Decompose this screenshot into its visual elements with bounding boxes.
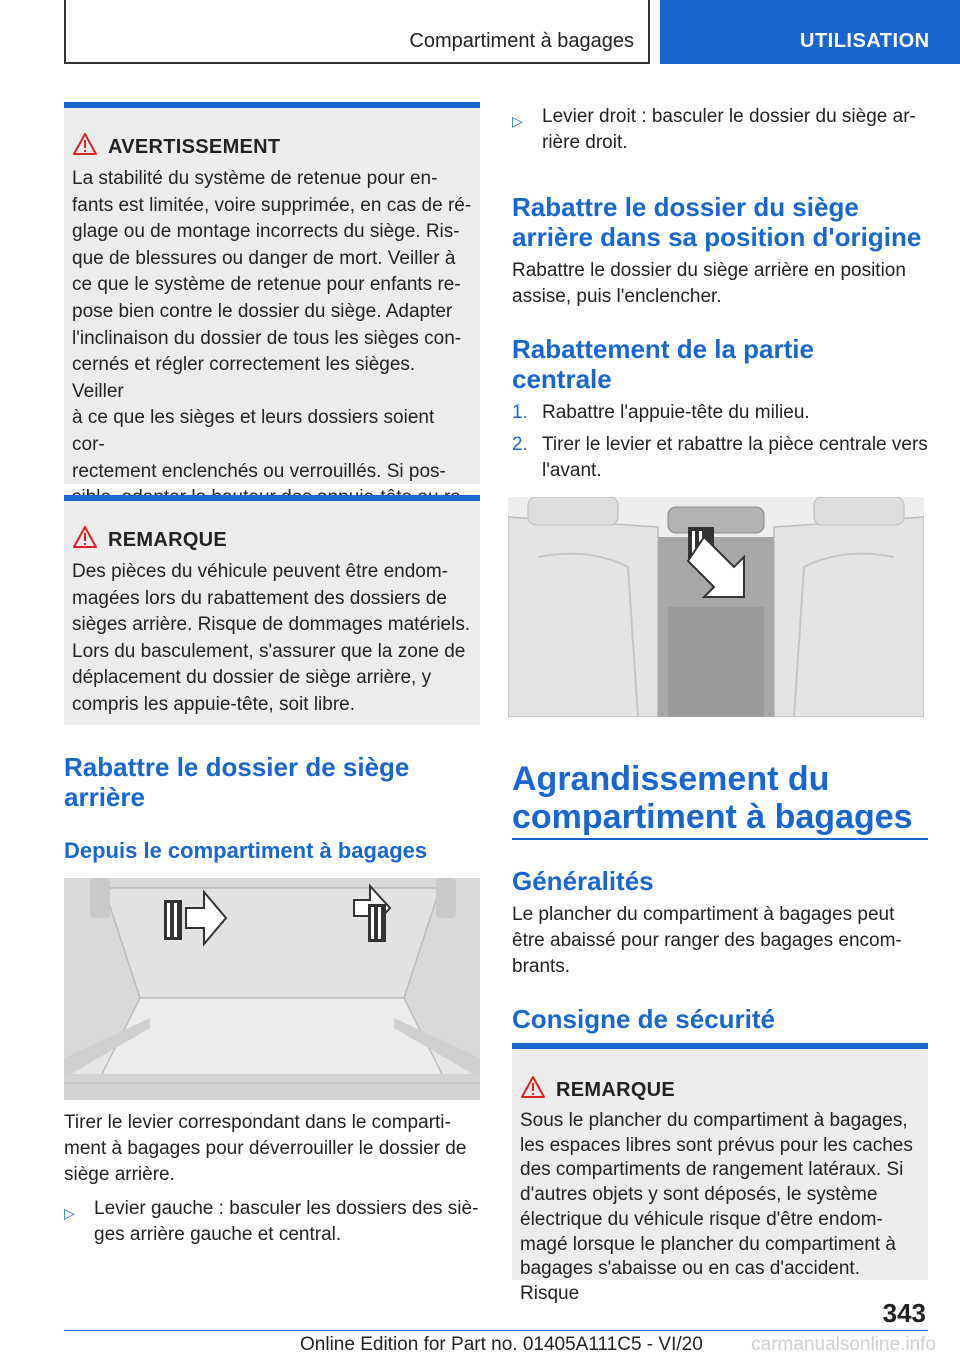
paragraph-generalites: Le plancher du compartiment à bagages peut être abaissé pour ranger des bagages encom- brants.: [512, 904, 902, 977]
note-title: REMARQUE: [556, 1079, 676, 1101]
warning-triangle-icon: [520, 1075, 546, 1099]
header-frame: [64, 0, 650, 64]
heading-consigne: Consigne de sécurité: [512, 1004, 775, 1034]
subheading-compartiment: Depuis le compartiment à bagages: [64, 838, 428, 863]
edition-line: Online Edition for Part no. 01405A111C5 - VI/20: [300, 1334, 703, 1355]
warning-triangle-icon: [72, 132, 98, 156]
note-box-left: [64, 495, 480, 725]
step-2: 2. Tirer le levier et rabattre la pièce centrale vers l'avant.: [512, 434, 928, 481]
note-box-right: [512, 1043, 928, 1304]
heading-generalites: Généralités: [512, 866, 654, 896]
section-label: UTILISATION: [800, 30, 930, 52]
rear-seat-illustration: [508, 497, 924, 717]
warning-body: La stabilité du système de retenue pour en- fants est limitée, voire supprimée, en cas de ré- glage ou de montage incorrects du siège. Ris- que de blessures ou danger de mort. Veiller à ce que le système de retenue pour enfants re- pose bien contre le dossier du siège. Adapter l'inclinaison du dossier de tous les sièges con- cernés et régler correctement les sièges. Veiller à ce que les sièges et leurs dossiers soient cor- rectement enclenchés ou verrouillés. Si pos-: [72, 168, 472, 482]
paragraph-levier: Tirer le levier correspondant dans le comparti- ment à bagages pour déverrouiller le dossier de siège arrière.: [64, 1112, 467, 1185]
chapter-title: Compartiment à bagages: [409, 30, 634, 52]
paragraph-position-origine: Rabattre le dossier du siège arrière en position assise, puis l'enclencher.: [512, 260, 906, 307]
chapter-heading: Agrandissement du compartiment à bagages: [512, 760, 913, 836]
triangle-bullet-icon: ▷: [64, 1205, 75, 1221]
bullet-levier-droit: ▷ Levier droit : basculer le dossier du siège ar- rière droit.: [512, 106, 916, 153]
step-1: 1. Rabattre l'appuie-tête du milieu.: [512, 402, 810, 423]
note-body: Sous le plancher du compartiment à bagages, les espaces libres sont prévus pour les caches des compartiments de rangement latéraux. Si d'autres objets y sont déposés, le système électrique du véhicule risque d'être endom- magé lorsque le plancher du compartiment à bagages s'abaisse ou en cas d'accident. Risque: [520, 1110, 913, 1304]
page-number: 343: [882, 1298, 926, 1328]
warning-title: AVERTISSEMENT: [108, 136, 281, 158]
footer-rule: [64, 1330, 928, 1331]
warning-box: [64, 102, 480, 484]
note-title: REMARQUE: [108, 529, 228, 551]
heading-position-origine: Rabattre le dossier du siège arrière dans sa position d'origine: [512, 192, 922, 252]
heading-partie-centrale: Rabattement de la partie centrale: [512, 334, 814, 394]
trunk-illustration: [64, 878, 480, 1100]
note-body: Des pièces du véhicule peuvent être endom- magées lors du rabattement des dossiers de sièges arrière. Risque de dommages matériels. Lors du basculement, s'assurer que la zone de déplacement du dossier de siège arrière, y compris les appuie-tête, soit libre.: [72, 561, 471, 715]
triangle-bullet-icon: ▷: [512, 113, 523, 129]
section-tab: [660, 0, 960, 64]
warning-triangle-icon: [72, 525, 98, 549]
watermark: carmanualsonline.info: [751, 1334, 936, 1355]
bullet-levier-gauche: ▷ Levier gauche : basculer les dossiers des siè- ges arrière gauche et central.: [64, 1198, 479, 1245]
chapter-rule: [512, 838, 928, 840]
heading-rabattre-dossier: Rabattre le dossier de siège arrière: [64, 752, 410, 812]
